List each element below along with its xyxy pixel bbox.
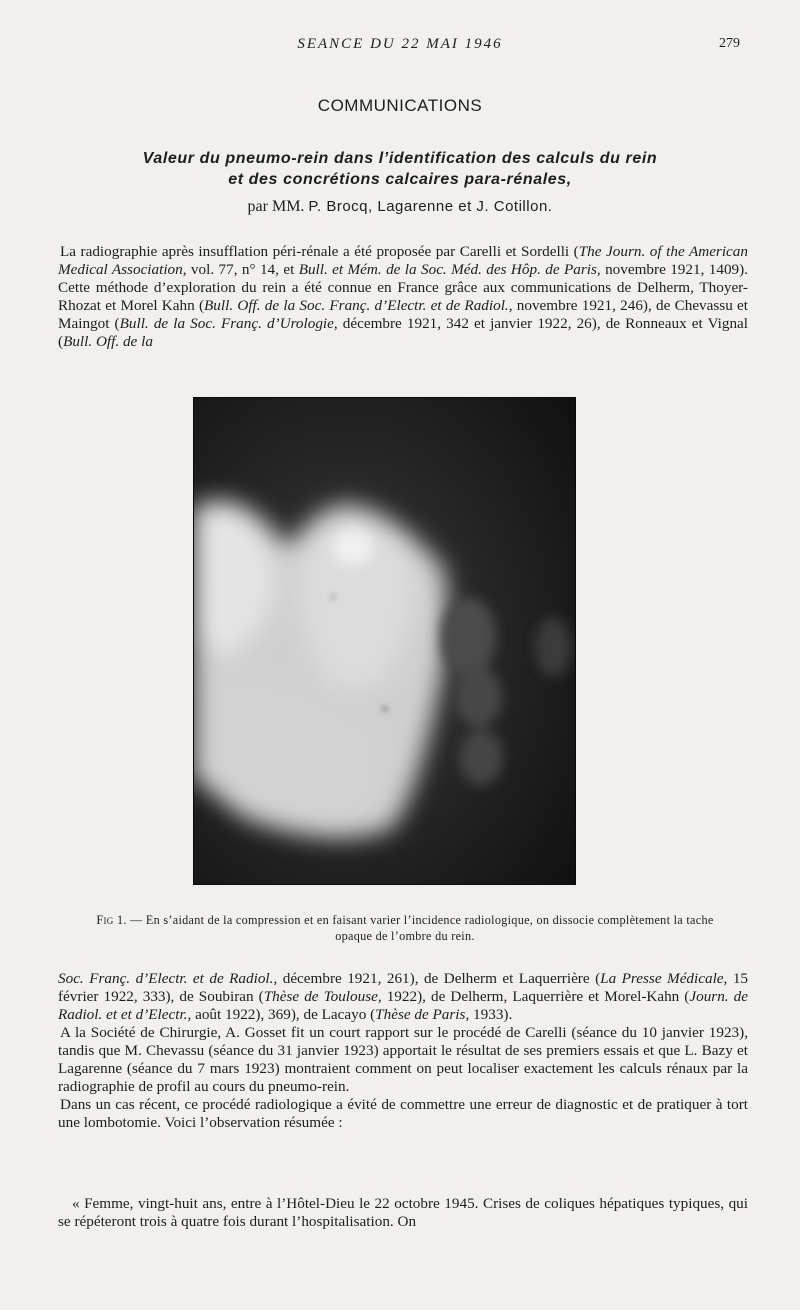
text-run: , 15 février 1922, 333), de Soubiran ( xyxy=(58,970,748,1005)
text-run: La radiographie après insufflation péri-rénale a été proposée par Carelli et Sordelli ( xyxy=(60,243,579,260)
radiograph-image xyxy=(193,397,576,885)
citation-journal: Bull. de la Soc. Franç. d’Urologie xyxy=(119,315,334,332)
paragraph-1 xyxy=(58,243,748,351)
citation-thesis: Thèse de Paris xyxy=(375,1006,466,1023)
citation-journal: Journ. de Radiol. et et d’Electr. xyxy=(58,988,748,1023)
page-number: 279 xyxy=(719,36,740,51)
running-title: SEANCE DU 22 MAI 1946 xyxy=(297,36,503,52)
text-run: , décembre 1921, 342 et janvier 1922, 26), de Ronneaux et Vignal ( xyxy=(58,315,748,350)
text-run: , 1933). xyxy=(465,1006,513,1023)
text-run: , novembre 1921, 246), de Chevassu et Maingot ( xyxy=(58,297,749,332)
text-run: , décembre 1921, 261), de Delherm et Laquerrière ( xyxy=(273,970,601,987)
citation-journal: Bull. Off. de la Soc. Franç. d’Electr. et de Radiol. xyxy=(204,297,509,314)
section-title: COMMUNICATIONS xyxy=(317,96,483,115)
radiograph-figure xyxy=(193,397,576,885)
author-names: P. Brocq, Lagarenne et J. Cotillon. xyxy=(308,198,553,215)
article-title-line-2: et des concrétions calcaires para-rénales, xyxy=(228,171,572,188)
text-run: , 1922), de Delherm, Laquerrière et Morel-Kahn ( xyxy=(377,988,690,1005)
citation-journal: La Presse Médicale xyxy=(600,970,724,987)
text-run: , vol. 77, n° 14, et xyxy=(182,261,299,278)
text-run: , août 1922), 369), de Lacayo ( xyxy=(187,1006,376,1023)
text-run: , novembre 1921, 1409). Cette méthode d’exploration du rein a été connue en France grâce aux communications de Delherm, Thoyer-Rhozat et Morel Kahn ( xyxy=(58,261,748,314)
authors-prefix: par MM. xyxy=(247,198,305,215)
observation-text: « Femme, vingt-huit ans, entre à l’Hôtel-Dieu le 22 octobre 1945. Crises de coliques hépatiques typiques, qui se répéteront trois à quatre fois durant l’hospitalisation. On xyxy=(58,1195,748,1230)
citation-journal: Bull. Off. de la xyxy=(63,333,153,350)
intro-paragraph xyxy=(58,243,748,351)
figure-label: Fig 1. xyxy=(96,913,127,927)
citation-journal: Soc. Franç. d’Electr. et de Radiol. xyxy=(58,970,274,987)
observation-paragraph xyxy=(58,1195,748,1231)
paragraph-2: A la Société de Chirurgie, A. Gosset fit un court rapport sur le procédé de Carelli (séance du 10 janvier 1923), tandis que M. Chevassu (séance du 31 janvier 1923) apportait le résultat de ses premiers essais et que L. Bazy et Lagarenne (séance du 7 mars 1923) montraient comment on peut localiser exactement les calculs rénaux par la radiographie de profil au cours du pneumo-rein. xyxy=(58,1024,748,1095)
figure-caption xyxy=(80,912,730,944)
caption-text: — En s’aidant de la compression et en faisant varier l’incidence radiologique, on dissocie complètement la tache opaque de l’ombre du rein. xyxy=(126,913,714,943)
running-header xyxy=(60,36,740,60)
citation-thesis: Thèse de Toulouse xyxy=(263,988,378,1005)
citation-journal: Bull. et Mém. de la Soc. Méd. des Hôp. de Paris xyxy=(298,261,597,278)
body-text xyxy=(58,970,748,1132)
paragraph-continued xyxy=(58,970,748,1024)
citation-journal: The Journ. of the American Medical Association xyxy=(58,243,748,278)
article-title-line-1: Valeur du pneumo-rein dans l’identification des calculs du rein xyxy=(142,150,658,167)
article-title xyxy=(60,148,740,190)
article-authors xyxy=(0,198,800,216)
paragraph-3: Dans un cas récent, ce procédé radiologique a évité de commettre une erreur de diagnostic et de pratiquer à tort une lombotomie. Voici l’observation résumée : xyxy=(58,1096,748,1131)
